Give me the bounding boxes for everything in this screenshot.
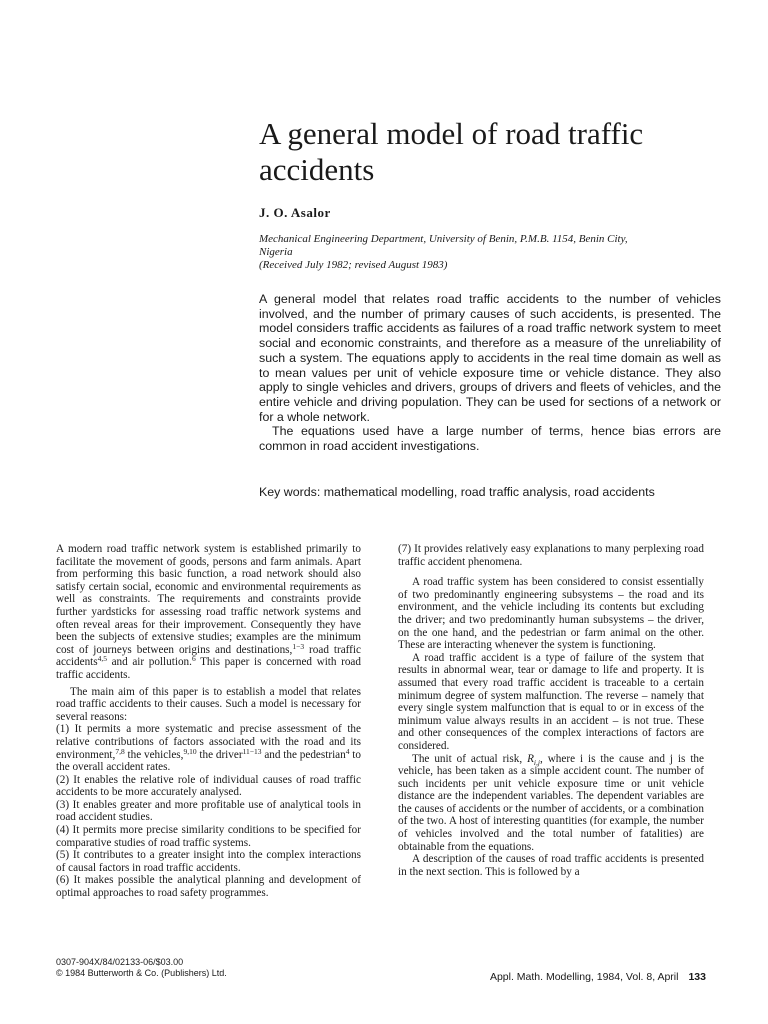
text-run: to the overall accident rates. (56, 748, 362, 774)
citation: 9,10 (183, 746, 197, 756)
text-run: the driver (196, 748, 243, 761)
list-item: (2) It enables the relative role of individual causes of road traffic accidents to be more accurately analysed. (56, 773, 361, 799)
abstract (259, 292, 721, 454)
intro-paragraph (56, 543, 361, 682)
text-run: road traffic accidents (56, 643, 361, 669)
affiliation-country: Nigeria (259, 246, 293, 258)
list-item: (3) It enables greater and more profitable use of analytical tools in road accident studies. (56, 798, 361, 824)
affiliation-block (259, 233, 739, 272)
text-run: A modern road traffic network system is established primarily to facilitate the movement of goods, persons and farm animals. Apart from performing this basic function, a road network should also satisfy certain social, economic and environmental requirements as well as constraints. The requirements and constraints provide further yardsticks for assessing road traffic network systems and often reveal areas for their improvement. Consequently they have been the subjects of extensive studies; examples are the minimum cost of journeys between origins and destinations, (56, 543, 361, 656)
footer-journal-info (490, 971, 706, 983)
article-title: A general model of road traffic accidents (259, 116, 644, 187)
body-paragraph: A description of the causes of road traffic accidents is presented in the next section. This is followed by a (398, 853, 704, 878)
received-dates: (Received July 1982; revised August 1983) (259, 259, 448, 271)
affiliation-line: Mechanical Engineering Department, University of Benin, P.M.B. 1154, Benin City, (259, 233, 628, 245)
author-name: J. O. Asalor (259, 205, 331, 220)
text-run: the vehicles, (124, 748, 184, 761)
abstract-paragraph: A general model that relates road traffic accidents to the number of vehicles involved, and the number of primary causes of such accidents, is presented. The model considers traffic accidents as failures of a road traffic network system to meet social and economic constraints, and therefore as a measure of the unreliability of such a system. The equations apply to accidents in the real time domain as well as to mean values per unit of vehicle exposure time or vehicle distance. They also apply to single vehicles and drivers, groups of drivers and fleets of vehicles, and the entire vehicle and driving population. They can be used for sections of a network or for a whole network. (259, 292, 721, 424)
body-paragraph: A road traffic system has been considered to consist essentially of two predominantly engineering subsystems – the road and its environment, and the vehicle including its contents but excluding the driver; and two predominantly human subsystems – the driver, on the one hand, and the pedestrian or farm animal on the other. These are interacting whenever the system is functioning. (398, 576, 704, 652)
text-run: This paper is concerned with road traffic accidents. (56, 656, 361, 681)
body-paragraph: A road traffic accident is a type of failure of the system that results in abnormal wear, tear or damage to life and property. It is assumed that every road traffic accident is traceable to a certain minimum degree of system malfunction. The reverse – namely that every single system malfunction that is equal to or in excess of the minimum value always results in an accident – is not true. These and other consequences of the complex interactions of factors are considered. (398, 651, 704, 752)
risk-symbol: R (527, 752, 534, 765)
citation: 6 (191, 654, 196, 664)
footer-publisher-info (56, 957, 227, 979)
text-run: The unit of actual risk, (412, 752, 528, 765)
citation: 4,5 (97, 654, 107, 664)
text-run: , where i is the cause and j is the vehicle, has been taken as a simple accident count. The number of such incidents per unit vehicle exposure time or unit vehicle distance are the independent variables. The dependent variables are the causes of accidents or the number of accidents, or a combination of the two. A host of interesting quantities (for example, the number of vehicles involved and the total number of fatalities) are obtainable from the equations. (398, 752, 704, 853)
keywords: Key words: mathematical modelling, road traffic analysis, road accidents (259, 485, 655, 499)
list-item (56, 723, 361, 773)
body-column-right (398, 543, 704, 878)
page-number: 133 (688, 971, 706, 983)
journal-citation: Appl. Math. Modelling, 1984, Vol. 8, April (489, 971, 679, 983)
text-run: (1) It permits a more systematic and precise assessment of the relative contributions of factors associated with the road and its environment, (56, 723, 361, 761)
citation: 1−3 (292, 641, 305, 651)
citation: 11−13 (242, 746, 262, 756)
body-paragraph (398, 753, 704, 854)
citation: 4 (345, 746, 350, 756)
list-item: (7) It provides relatively easy explanations to many perplexing road traffic accident phenomena. (398, 543, 704, 568)
risk-subscript: i,j (533, 757, 540, 767)
list-item: (6) It makes possible the analytical planning and development of optimal approaches to road safety programmes. (56, 874, 361, 900)
text-run: and the pedestrian (261, 748, 346, 761)
abstract-paragraph: The equations used have a large number of terms, hence bias errors are common in road accident investigations. (259, 424, 721, 454)
aim-paragraph: The main aim of this paper is to establish a model that relates road traffic accidents to their causes. Such a model is necessary for several reasons: (56, 685, 361, 723)
body-column-left (56, 543, 361, 900)
list-item: (4) It permits more precise similarity conditions to be specified for comparative studies of road traffic systems. (56, 824, 361, 849)
issn-code: 0307-904X/84/02133-06/$03.00 (56, 957, 184, 967)
text-run: and air pollution. (107, 656, 192, 669)
copyright-notice: © 1984 Butterworth & Co. (Publishers) Ltd. (56, 968, 227, 978)
citation: 7,8 (115, 746, 125, 756)
list-item: (5) It contributes to a greater insight into the complex interactions of causal factors in road traffic accidents. (56, 849, 361, 874)
